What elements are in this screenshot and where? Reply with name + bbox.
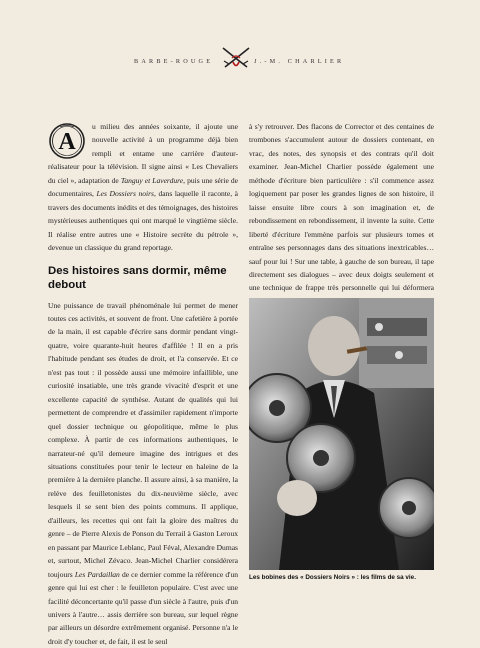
header-author: J.-M. CHARLIER <box>254 58 345 65</box>
right-column <box>249 120 434 322</box>
right-column-paragraph: à s'y retrouver. Des flacons de Corrector et des centaines de trombones s'accumulent autour de dossiers contenant, en vrac, des notes, des synopsis et des contrats qu'il doit examiner. Jean-Michel Charlier possède également une méthode d'écriture bien particulière : s'il commence assez logiquement par poser les grandes lignes de son histoire, il laisse ensuite libre cours à son imagination et, de rebondissement en rebondissement, il invente la suite. Cette liberté d'écriture l'emmène parfois sur plusieurs tomes et entraîne ses personnages dans des situations inextricables… sauf pour lui ! Sur une table, à gauche de son bureau, il tape directement ses dialogues – avec deux doigts seulement et une technique de frappe très personnelle qui lui déformera <box>249 122 434 293</box>
body-paragraph: Une puissance de travail phénoménale lui permet de mener toutes ces activités, et souvent de front. Une cafetière à portée de la main, il est capable d'écrire sans dormir pendant vingt-quatre, voire quarante-huit heures d'affilée ! Il en a pris l'habitude pendant ses études de droit, et l'a conservée. Et ce n'est pas tout : il possède aussi une mémoire infaillible, une curiosité insatiable, une très grande vivacité d'esprit et une excellente capacité de synthèse. Autant de qualités qui lui permettent de comprendre et d'assimiler rapidement n'importe quel dossier technique ou géopolitique, même le plus complexe. À partir de ces informations authentiques, le narrateur-né qu'il demeure imagine des intrigues et des situations constituées pour tenir le lecteur en haleine de la première à la dernière planche. Il assure ainsi, à sa manière, la relève des feuilletonistes du dix-neuvième siècle, avec lesquels il se sent bien des points communs. Il applique, d'ailleurs, les recettes qui ont fait la gloire des maîtres du genre – de Pierre Alexis de Ponson du Terrail à Gaston Leroux en passant par Maurice Leblanc, Paul Féval, Alexandre Dumas et, surtout, Michel Zévaco. Jean-Michel Charlier considérera toujours Les Pardaillan de ce dernier comme la référence d'un genre qui lui est cher : le feuilleton populaire. C'est avec une facilité déconcertante qu'il passe d'un siècle à l'autre, puis d'un univers à l'autre… assis derrière son bureau, sur lequel règne par ailleurs un désordre extrêmement organisé. Personne n'a le droit d'y toucher et, de fait, il est le seul <box>48 300 239 646</box>
intro-paragraph: u milieu des années soixante, il ajoute une nouvelle activité à un programme déjà bien rempli et entame une carrière d'auteur-réalisateur pour la télévision. Il signe ainsi « Les Chevaliers du ciel », adaptation de Tanguy et Laverdure, puis une série de documentaires, Les Dossiers noirs, dans laquelle il raconte, à travers des documents inédits et des témoignages, des histoires mystérieuses authentiques qui ont marqué le vingtième siècle. Il réalise entre autres une « Histoire secrète du pétrole », devenue un classique du grand reportage. <box>48 122 239 253</box>
photo-illustration <box>249 298 434 570</box>
italic-title-pardaillan: Les Pardaillan <box>74 569 120 579</box>
photo-caption: Les bobines des « Dossiers Noirs » : les films de sa vie. <box>249 574 416 581</box>
photo-charlier-film-reels <box>249 298 434 570</box>
italic-title-dossiers: Les Dossiers noirs <box>96 189 154 199</box>
running-header <box>0 53 480 75</box>
left-column <box>48 120 238 648</box>
dropcap-letter: A <box>58 129 76 155</box>
section-heading: Des histoires sans dormir, même debout <box>48 264 227 291</box>
dropcap-ornament <box>48 122 86 160</box>
crossed-sabres-icon <box>220 45 252 71</box>
header-series-title: BARBE-ROUGE <box>134 58 214 65</box>
italic-title-tanguy: Tanguy et Laverdure <box>120 175 184 185</box>
